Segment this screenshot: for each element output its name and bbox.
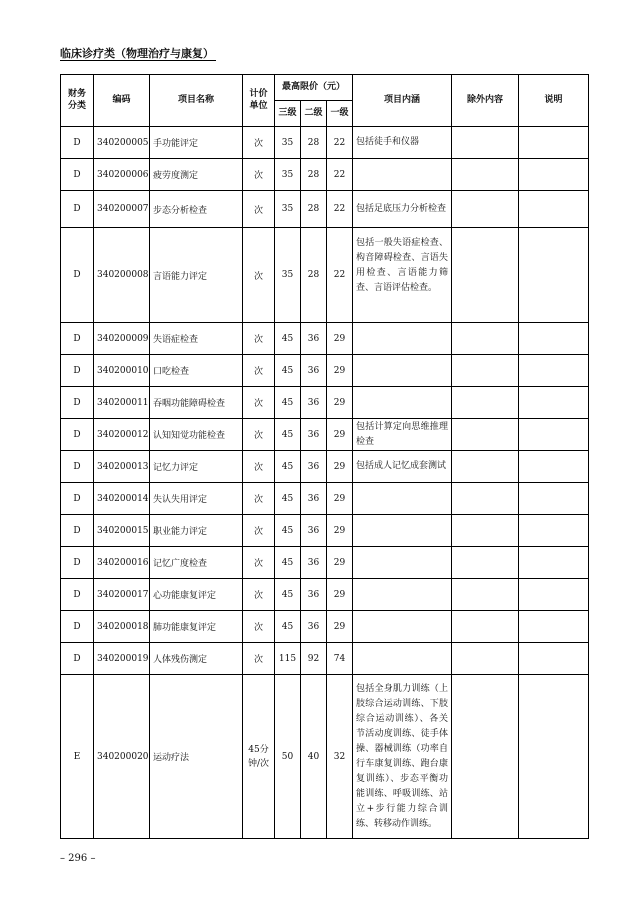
- item-name-cell: 疲劳度测定: [150, 159, 243, 191]
- header-content: 项目内涵: [353, 75, 452, 127]
- price-level1-cell: 32: [327, 675, 353, 839]
- item-name-cell: 言语能力评定: [150, 228, 243, 323]
- item-name-cell: 心功能康复评定: [150, 579, 243, 611]
- item-name-cell: 肺功能康复评定: [150, 611, 243, 643]
- table-row: [61, 387, 589, 419]
- table-row: [61, 515, 589, 547]
- table-row: [61, 483, 589, 515]
- category-cell: D: [61, 228, 94, 323]
- item-name-cell: 失认失用评定: [150, 483, 243, 515]
- table-row: [61, 675, 589, 839]
- unit-cell: 次: [243, 547, 275, 579]
- excluded-cell: [452, 483, 519, 515]
- notes-cell: [519, 547, 589, 579]
- code-cell: 340200013: [94, 451, 150, 483]
- table-row: [61, 159, 589, 191]
- price-level3-cell: 45: [275, 323, 301, 355]
- price-level3-cell: 35: [275, 228, 301, 323]
- price-level3-cell: 45: [275, 515, 301, 547]
- item-content-cell: [353, 547, 452, 579]
- item-name-cell: 手功能评定: [150, 127, 243, 159]
- item-content-cell: [353, 579, 452, 611]
- price-level1-cell: 29: [327, 579, 353, 611]
- price-level3-cell: 35: [275, 127, 301, 159]
- excluded-cell: [452, 355, 519, 387]
- category-cell: E: [61, 675, 94, 839]
- price-level2-cell: 36: [301, 323, 327, 355]
- price-level2-cell: 36: [301, 387, 327, 419]
- notes-cell: [519, 323, 589, 355]
- notes-cell: [519, 451, 589, 483]
- unit-cell: 次: [243, 191, 275, 228]
- price-level3-cell: 35: [275, 191, 301, 228]
- price-level2-cell: 92: [301, 643, 327, 675]
- item-content-cell: 包括足底压力分析检查: [353, 191, 452, 228]
- item-content-cell: 包括徒手和仪器: [353, 127, 452, 159]
- notes-cell: [519, 515, 589, 547]
- notes-cell: [519, 675, 589, 839]
- category-cell: D: [61, 451, 94, 483]
- item-content-cell: 包括成人记忆成套测试: [353, 451, 452, 483]
- item-content-cell: [353, 159, 452, 191]
- notes-cell: [519, 355, 589, 387]
- price-level3-cell: 35: [275, 159, 301, 191]
- unit-cell: 次: [243, 419, 275, 451]
- table-row: [61, 191, 589, 228]
- unit-cell: 45分钟/次: [243, 675, 275, 839]
- header-notes: 说明: [519, 75, 589, 127]
- excluded-cell: [452, 127, 519, 159]
- code-cell: 340200007: [94, 191, 150, 228]
- item-name-cell: 口吃检查: [150, 355, 243, 387]
- unit-cell: 次: [243, 515, 275, 547]
- item-content-cell: 包括一般失语症检查、构音障碍检查、言语失用检查、言语能力筛查、言语评估检查。: [353, 228, 452, 323]
- price-level1-cell: 29: [327, 547, 353, 579]
- price-level1-cell: 22: [327, 159, 353, 191]
- excluded-cell: [452, 643, 519, 675]
- item-name-cell: 记忆广度检查: [150, 547, 243, 579]
- item-name-cell: 步态分析检查: [150, 191, 243, 228]
- unit-cell: 次: [243, 611, 275, 643]
- item-content-cell: [353, 515, 452, 547]
- category-cell: D: [61, 643, 94, 675]
- price-level3-cell: 115: [275, 643, 301, 675]
- price-level2-cell: 36: [301, 579, 327, 611]
- price-level3-cell: 50: [275, 675, 301, 839]
- category-cell: D: [61, 547, 94, 579]
- table-row: [61, 228, 589, 323]
- price-level2-cell: 28: [301, 159, 327, 191]
- item-name-cell: 认知知觉功能检查: [150, 419, 243, 451]
- unit-cell: 次: [243, 451, 275, 483]
- price-level1-cell: 22: [327, 127, 353, 159]
- price-level2-cell: 28: [301, 127, 327, 159]
- item-content-cell: [353, 355, 452, 387]
- excluded-cell: [452, 675, 519, 839]
- price-level1-cell: 29: [327, 387, 353, 419]
- price-level3-cell: 45: [275, 451, 301, 483]
- item-content-cell: [353, 323, 452, 355]
- price-level2-cell: 36: [301, 483, 327, 515]
- excluded-cell: [452, 159, 519, 191]
- excluded-cell: [452, 579, 519, 611]
- category-cell: D: [61, 191, 94, 228]
- notes-cell: [519, 159, 589, 191]
- code-cell: 340200005: [94, 127, 150, 159]
- code-cell: 340200015: [94, 515, 150, 547]
- price-level3-cell: 45: [275, 419, 301, 451]
- category-cell: D: [61, 127, 94, 159]
- category-cell: D: [61, 323, 94, 355]
- table-row: [61, 355, 589, 387]
- unit-cell: 次: [243, 387, 275, 419]
- unit-cell: 次: [243, 323, 275, 355]
- code-cell: 340200010: [94, 355, 150, 387]
- code-cell: 340200012: [94, 419, 150, 451]
- code-cell: 340200017: [94, 579, 150, 611]
- price-level3-cell: 45: [275, 387, 301, 419]
- excluded-cell: [452, 323, 519, 355]
- table-row: [61, 579, 589, 611]
- price-level1-cell: 22: [327, 191, 353, 228]
- item-name-cell: 人体残伤测定: [150, 643, 243, 675]
- code-cell: 340200016: [94, 547, 150, 579]
- item-content-cell: [353, 643, 452, 675]
- header-unit: 计价单位: [243, 75, 275, 127]
- price-level1-cell: 29: [327, 611, 353, 643]
- unit-cell: 次: [243, 643, 275, 675]
- notes-cell: [519, 228, 589, 323]
- table-row: [61, 611, 589, 643]
- price-level2-cell: 36: [301, 419, 327, 451]
- notes-cell: [519, 643, 589, 675]
- header-excluded: 除外内容: [452, 75, 519, 127]
- price-level2-cell: 28: [301, 228, 327, 323]
- price-level1-cell: 74: [327, 643, 353, 675]
- code-cell: 340200020: [94, 675, 150, 839]
- code-cell: 340200006: [94, 159, 150, 191]
- unit-cell: 次: [243, 127, 275, 159]
- header-price-group: 最高限价（元）: [275, 75, 353, 101]
- header-category: 财务分类: [61, 75, 94, 127]
- section-title: 临床诊疗类（物理治疗与康复）: [60, 47, 214, 60]
- excluded-cell: [452, 451, 519, 483]
- item-name-cell: 记忆力评定: [150, 451, 243, 483]
- item-content-cell: 包括全身肌力训练（上肢综合运动训练、下肢综合运动训练）、各关节活动度训练、徒手体操、器械训练（功率自行车康复训练、跑台康复训练）、步态平衡功能训练、呼吸训练、站立+步行能力综合训练、转移动作训练。: [353, 675, 452, 839]
- item-name-cell: 职业能力评定: [150, 515, 243, 547]
- header-level3: 三级: [275, 101, 301, 127]
- header-name: 项目名称: [150, 75, 243, 127]
- table-row: [61, 127, 589, 159]
- category-cell: D: [61, 419, 94, 451]
- category-cell: D: [61, 159, 94, 191]
- code-cell: 340200011: [94, 387, 150, 419]
- table-row: [61, 419, 589, 451]
- price-level1-cell: 29: [327, 323, 353, 355]
- excluded-cell: [452, 611, 519, 643]
- price-level1-cell: 29: [327, 483, 353, 515]
- code-cell: 340200018: [94, 611, 150, 643]
- price-level1-cell: 29: [327, 451, 353, 483]
- price-level1-cell: 22: [327, 228, 353, 323]
- price-level1-cell: 29: [327, 515, 353, 547]
- table-row: [61, 323, 589, 355]
- unit-cell: 次: [243, 159, 275, 191]
- item-name-cell: 失语症检查: [150, 323, 243, 355]
- header-level2: 二级: [301, 101, 327, 127]
- table-row: [61, 547, 589, 579]
- item-name-cell: 吞咽功能障碍检查: [150, 387, 243, 419]
- excluded-cell: [452, 228, 519, 323]
- excluded-cell: [452, 191, 519, 228]
- price-level2-cell: 40: [301, 675, 327, 839]
- category-cell: D: [61, 355, 94, 387]
- item-content-cell: [353, 387, 452, 419]
- category-cell: D: [61, 515, 94, 547]
- excluded-cell: [452, 419, 519, 451]
- unit-cell: 次: [243, 579, 275, 611]
- code-cell: 340200009: [94, 323, 150, 355]
- unit-cell: 次: [243, 483, 275, 515]
- price-level2-cell: 36: [301, 547, 327, 579]
- table-row: [61, 643, 589, 675]
- notes-cell: [519, 191, 589, 228]
- excluded-cell: [452, 387, 519, 419]
- code-cell: 340200008: [94, 228, 150, 323]
- price-level3-cell: 45: [275, 355, 301, 387]
- header-code: 编码: [94, 75, 150, 127]
- code-cell: 340200019: [94, 643, 150, 675]
- price-level2-cell: 36: [301, 611, 327, 643]
- category-cell: D: [61, 579, 94, 611]
- code-cell: 340200014: [94, 483, 150, 515]
- price-level3-cell: 45: [275, 611, 301, 643]
- category-cell: D: [61, 611, 94, 643]
- category-cell: D: [61, 387, 94, 419]
- notes-cell: [519, 483, 589, 515]
- price-level2-cell: 28: [301, 191, 327, 228]
- header-level1: 一级: [327, 101, 353, 127]
- section-underline: [60, 60, 216, 61]
- notes-cell: [519, 579, 589, 611]
- price-level2-cell: 36: [301, 515, 327, 547]
- category-cell: D: [61, 483, 94, 515]
- price-level3-cell: 45: [275, 547, 301, 579]
- item-content-cell: [353, 483, 452, 515]
- unit-cell: 次: [243, 355, 275, 387]
- price-level3-cell: 45: [275, 483, 301, 515]
- page-number: – 296 –: [60, 853, 96, 864]
- fee-table: [60, 74, 589, 839]
- notes-cell: [519, 387, 589, 419]
- notes-cell: [519, 611, 589, 643]
- fee-table-body: [61, 127, 589, 839]
- excluded-cell: [452, 547, 519, 579]
- price-level1-cell: 29: [327, 419, 353, 451]
- price-level2-cell: 36: [301, 451, 327, 483]
- notes-cell: [519, 127, 589, 159]
- excluded-cell: [452, 515, 519, 547]
- notes-cell: [519, 419, 589, 451]
- price-level3-cell: 45: [275, 579, 301, 611]
- table-row: [61, 451, 589, 483]
- price-level1-cell: 29: [327, 355, 353, 387]
- item-content-cell: [353, 611, 452, 643]
- price-level2-cell: 36: [301, 355, 327, 387]
- unit-cell: 次: [243, 228, 275, 323]
- item-name-cell: 运动疗法: [150, 675, 243, 839]
- item-content-cell: 包括计算定向思维推理检查: [353, 419, 452, 451]
